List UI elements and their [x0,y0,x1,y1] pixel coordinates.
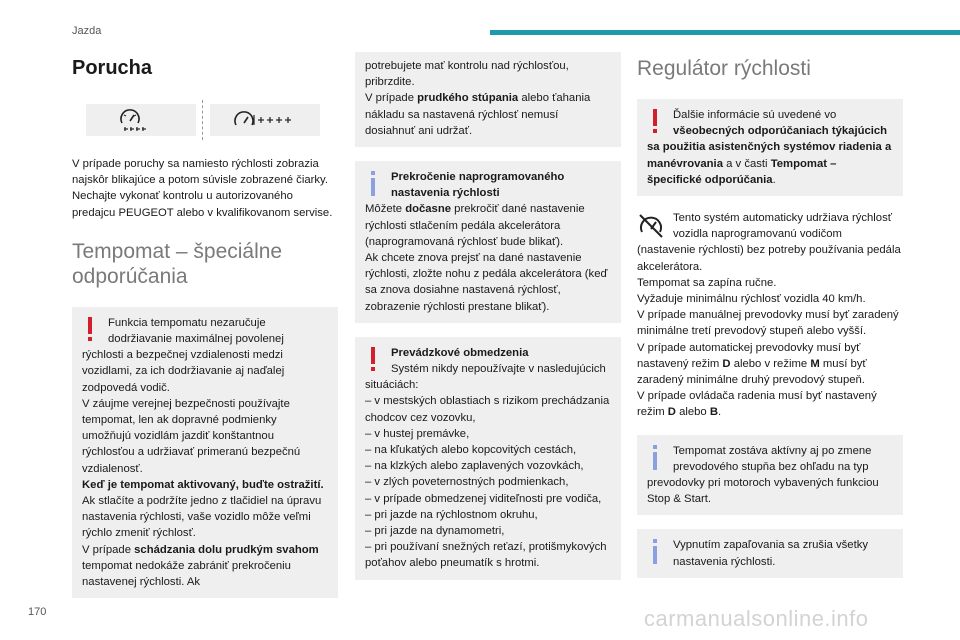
fault-icons-row [86,100,338,140]
info-title-overspeed [365,169,611,201]
warning-bold-descent: schádzania dolu prudkým svahom [134,543,319,556]
limitations-item: – na klzkých alebo zaplavených vozovkách, [365,460,584,473]
cruise-control-off-icon [637,212,665,240]
column-1 [72,52,338,612]
info-overspeed-text-2: Ak chcete znova prejsť na dané nastavenie rýchlosti, zložte nohu z pedála akcelerátora (keď sa znova dosiahne nastavená rýchlosť, zobrazenie rýchlosti prestane blikať). [365,252,608,313]
watermark: carmanualsonline.info [644,606,869,631]
continued-text-2-rest: alebo ťahania nákladu sa nastavená rýchlosť nemusí dosiahnuť ani udržať. [365,92,591,137]
warning-text-1: Funkcia tempomatu nezaručuje dodržiavanie maximálnej povolenej rýchlosti a bezpečnej vzdialenosti medzi vozidlami, za ich dodržiavanie aj naďalej zodpovedá vodič. [82,316,285,394]
continued-bold-climb: prudkého stúpania [417,92,519,105]
warning-text-4-rest: tempomat nedokáže zabrániť prekročeniu nastavenej rýchlosti. Ak [82,559,291,589]
system-description [637,210,903,421]
limitations-item: – na kľukatých alebo kopcovitých cestách, [365,444,577,457]
limitations-item: – pri jazde na dynamometri, [365,525,505,538]
warning-text-3 [82,477,328,542]
system-text-1: Tento systém automaticky udržiava rýchlosť vozidla naprogramovanú vodičom (nastavenie rýchlosti) bez potreby používania pedála akcelerátora. [637,212,901,273]
general-warning-mid: a v časti [722,157,771,170]
limitations-item: – v zlých poveternostných podmienkach, [365,476,569,489]
system-text-3: Vyžaduje minimálnu rýchlosť vozidla 40 km/h. [637,293,866,306]
info-overspeed-rest: prekročiť dané nastavenie rýchlosti stlačením pedála akcelerátora (naprogramovaná rýchlosť bude blikať). [365,203,585,248]
system-text-2: Tempomat sa zapína ručne. [637,276,777,289]
fault-text-1: V prípade poruchy sa namiesto rýchlosti zobrazia najskôr blikajúce a potom súvisle zobrazené čiarky. [72,158,328,187]
column-2 [355,52,621,594]
warning-icon [367,346,381,374]
limitations-item: – pri jazde na rýchlostnom okruhu, [365,508,538,521]
gear-lever-text [637,388,903,420]
warning-bold-alert: Keď je tempomat aktivovaný, buďte ostražití. [82,478,324,491]
info-title-overspeed-bold: Prekročenie naprogramovaného nastavenia rýchlosti [391,171,565,200]
warning-text-3-rest: Ak stlačíte a podržíte jedno z tlačidiel na úpravu nastavenia rýchlosti, vaše vozidlo môže veľmi rýchlo zmeniť rýchlosť. [82,495,322,540]
continued-text-1: potrebujete mať kontrolu nad rýchlosťou, pribrzdite. [365,60,569,89]
info-overspeed-text-1 [365,201,611,250]
info-overspeed-pre: Môžete [365,203,406,216]
warning-box-cruise [72,307,338,598]
general-warning-bold-1: všeobecných odporúčaniach týkajúcich sa použitia asistenčných systémov riadenia a manévrovania [647,125,892,170]
lever-mode-b: B [709,406,719,419]
warning-icon [84,316,98,344]
warning-box-continued [355,52,621,147]
info-box-overspeed [355,161,621,323]
page-number: 170 [28,606,47,618]
column-3 [637,52,903,592]
speedometer-limit-dashes-icon [210,104,320,136]
info-icon [649,444,663,472]
limitations-item: – pri používaní snežných reťazí, protišmykových poťahov alebo pneumatík s hrotmi. [365,541,607,570]
general-warning-text [647,107,893,188]
general-warning-end: . [772,173,776,186]
limitations-item: – v mestských oblastiach s rizikom prechádzania chodcov cez vozovku, [365,395,610,424]
limitations-title-bold: Prevádzkové obmedzenia [391,346,529,359]
auto-mode-d: D [722,357,731,370]
speedometer-dashes-icon [86,104,196,136]
limitations-item: – v hustej premávke, [365,427,470,440]
info-icon [367,170,381,198]
limitations-intro: Systém nikdy nepoužívajte v nasledujúcich situáciách: [365,363,606,392]
general-warning-bold-2: Tempomat – špecifické odporúčania [647,157,837,186]
lever-mid: alebo [675,406,710,419]
auto-mid: alebo v režime [730,357,811,370]
manual-gearbox-text: V prípade manuálnej prevodovky musí byť zaradený minimálne tretí prevodový stupeň alebo vyšší. [637,309,899,338]
header-accent-bar [490,30,960,35]
lever-end: . [718,406,722,419]
continued-text-2-pre: V prípade [365,92,418,105]
section-title-cruise-control: Regulátor rýchlosti [637,57,811,80]
lever-mode-d: D [667,406,676,419]
fault-text-2: Nechajte vykonať kontrolu u autorizovaného predajcu PEUGEOT alebo v kvalifikovanom servise. [72,190,333,219]
auto-mode-m: M [810,357,820,370]
info-overspeed-bold: dočasne [405,203,452,216]
warning-text-4 [82,542,328,591]
lever-pre: V prípade ovládača radenia musí byť nastavený režim [637,390,877,419]
limitations-title [365,345,611,361]
warning-text-2: V záujme verejnej bezpečnosti používajte tempomat, len ak dopravné podmienky umožňujú vozidlám jazdiť konštantnou rýchlosťou a udržiavať primeranú bezpečnú vzdialenosť. [82,397,301,475]
info-icon [649,538,663,566]
limitations-item: – v prípade obmedzenej viditeľnosti pre vodiča, [365,492,602,505]
continued-text-2 [365,90,611,139]
automatic-gearbox-text [637,340,903,389]
info-ignition-text: Vypnutím zapaľovania sa zrušia všetky nastavenia rýchlosti. [673,539,869,568]
section-title-fault: Porucha [72,57,153,79]
warning-text-4-pre: V prípade [82,543,135,556]
info-box-ignition [637,529,903,577]
warning-box-limitations [355,337,621,580]
auto-pre: V prípade automatickej prevodovky musí byť nastavený režim [637,341,861,370]
section-title-cruise-recommendations: Tempomat – špeciálne odporúčania [72,239,283,288]
warning-icon [649,108,663,136]
general-warning-pre: Ďalšie informácie sú uvedené vo [673,109,837,121]
header-section-title: Jazda [72,25,102,37]
auto-rest: musí byť zaradený minimálne druhý prevodový stupeň. [637,357,867,387]
info-stop-start-text: Tempomat zostáva aktívny aj po zmene prevodového stupňa bez ohľadu na typ prevodovky pri motoroch vybavených funkciou Stop & Start. [647,444,879,506]
warning-box-general [637,99,903,196]
icon-divider [202,100,204,140]
info-box-stop-start [637,435,903,516]
